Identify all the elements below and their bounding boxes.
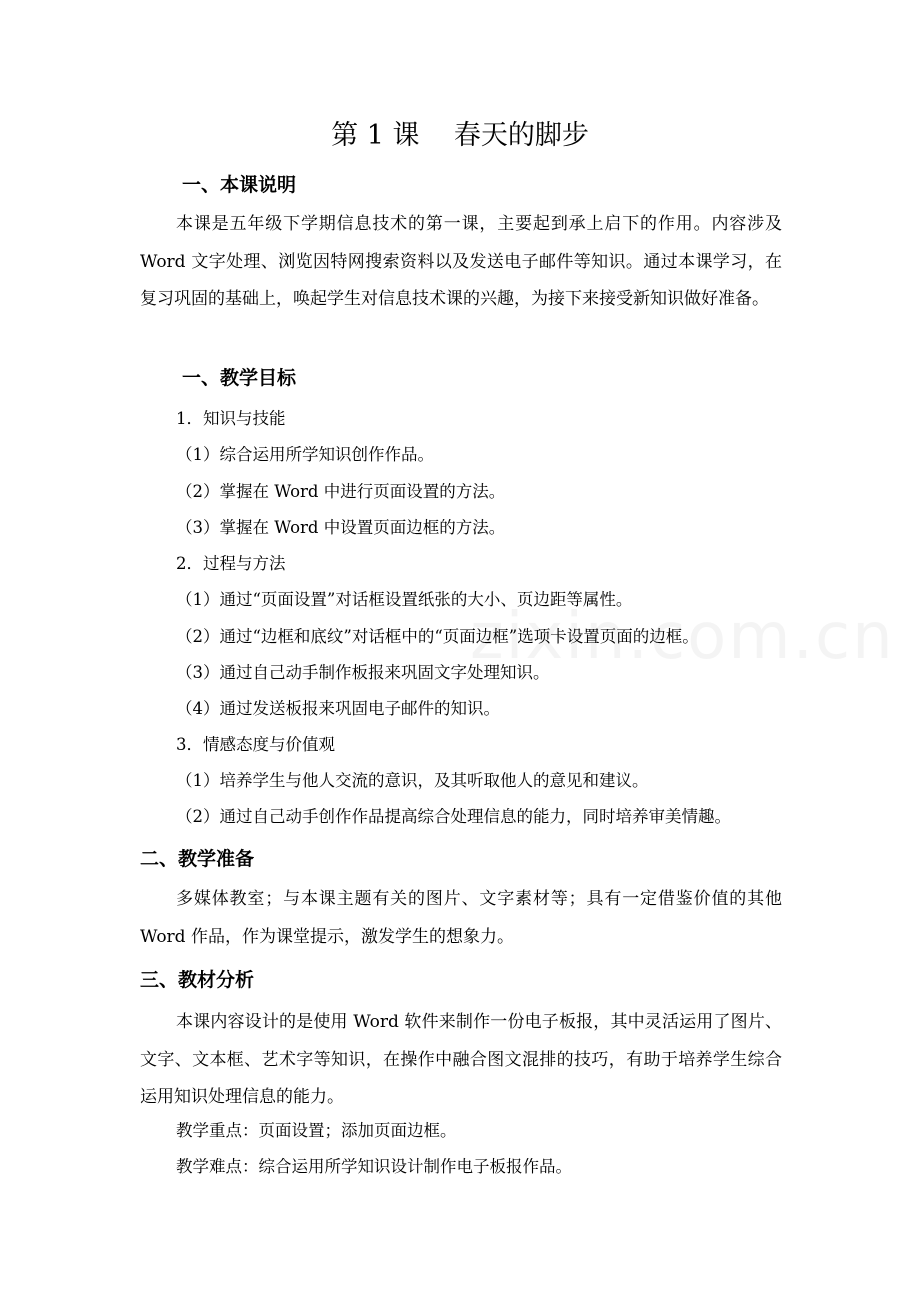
list-item: （1）综合运用所学知识创作作品。: [176, 445, 434, 464]
section-heading-teaching-preparation: 二、教学准备: [140, 848, 255, 870]
list-item: （2）掌握在 Word 中进行页面设置的方法。: [176, 482, 506, 501]
list-item: （2）通过自己动手创作作品提高综合处理信息的能力，同时培养审美情趣。: [176, 807, 731, 826]
teaching-key-point: 教学重点：页面设置；添加页面边框。: [176, 1121, 457, 1140]
material-analysis-paragraph: 本课内容设计的是使用 Word 软件来制作一份电子板报，其中灵活运用了图片、文字、文本框、艺术字等知识，在操作中融合图文混排的技巧，有助于培养学生综合运用知识处理信息的能力。: [140, 1012, 782, 1107]
list-item: （1）通过“页面设置”对话框设置纸张的大小、页边距等属性。: [176, 590, 633, 609]
list-item: （4）通过发送板报来巩固电子邮件的知识。: [176, 699, 500, 718]
section-heading-course-description: 一、本课说明: [182, 174, 297, 196]
list-item: （3）掌握在 Word 中设置页面边框的方法。: [176, 518, 506, 537]
section-heading-material-analysis: 三、教材分析: [140, 969, 255, 991]
subheading-process-methods: 2．过程与方法: [176, 554, 286, 573]
section-heading-teaching-goals: 一、教学目标: [182, 367, 297, 389]
page-title: 第 1 课 春天的脚步: [331, 120, 589, 151]
teaching-preparation-paragraph: 多媒体教室；与本课主题有关的图片、文字素材等；具有一定借鉴价值的其他 Word 作品，作为课堂提示，激发学生的想象力。: [140, 889, 782, 947]
teaching-difficult-point: 教学难点：综合运用所学知识设计制作电子板报作品。: [176, 1157, 572, 1176]
list-item: （1）培养学生与他人交流的意识，及其听取他人的意见和建议。: [176, 771, 649, 790]
subheading-attitude-values: 3．情感态度与价值观: [176, 735, 335, 754]
list-item: （3）通过自己动手制作板报来巩固文字处理知识。: [176, 663, 550, 682]
subheading-knowledge-skills: 1．知识与技能: [176, 409, 286, 428]
course-description-paragraph: 本课是五年级下学期信息技术的第一课，主要起到承上启下的作用。内容涉及 Word 文字处理、浏览因特网搜索资料以及发送电子邮件等知识。通过本课学习，在复习巩固的基础上，唤起学生对信息技术课的兴趣，为接下来接受新知识做好准备。: [140, 214, 782, 309]
list-item: （2）通过“边框和底纹”对话框中的“页面边框”选项卡设置页面的边框。: [176, 627, 699, 646]
